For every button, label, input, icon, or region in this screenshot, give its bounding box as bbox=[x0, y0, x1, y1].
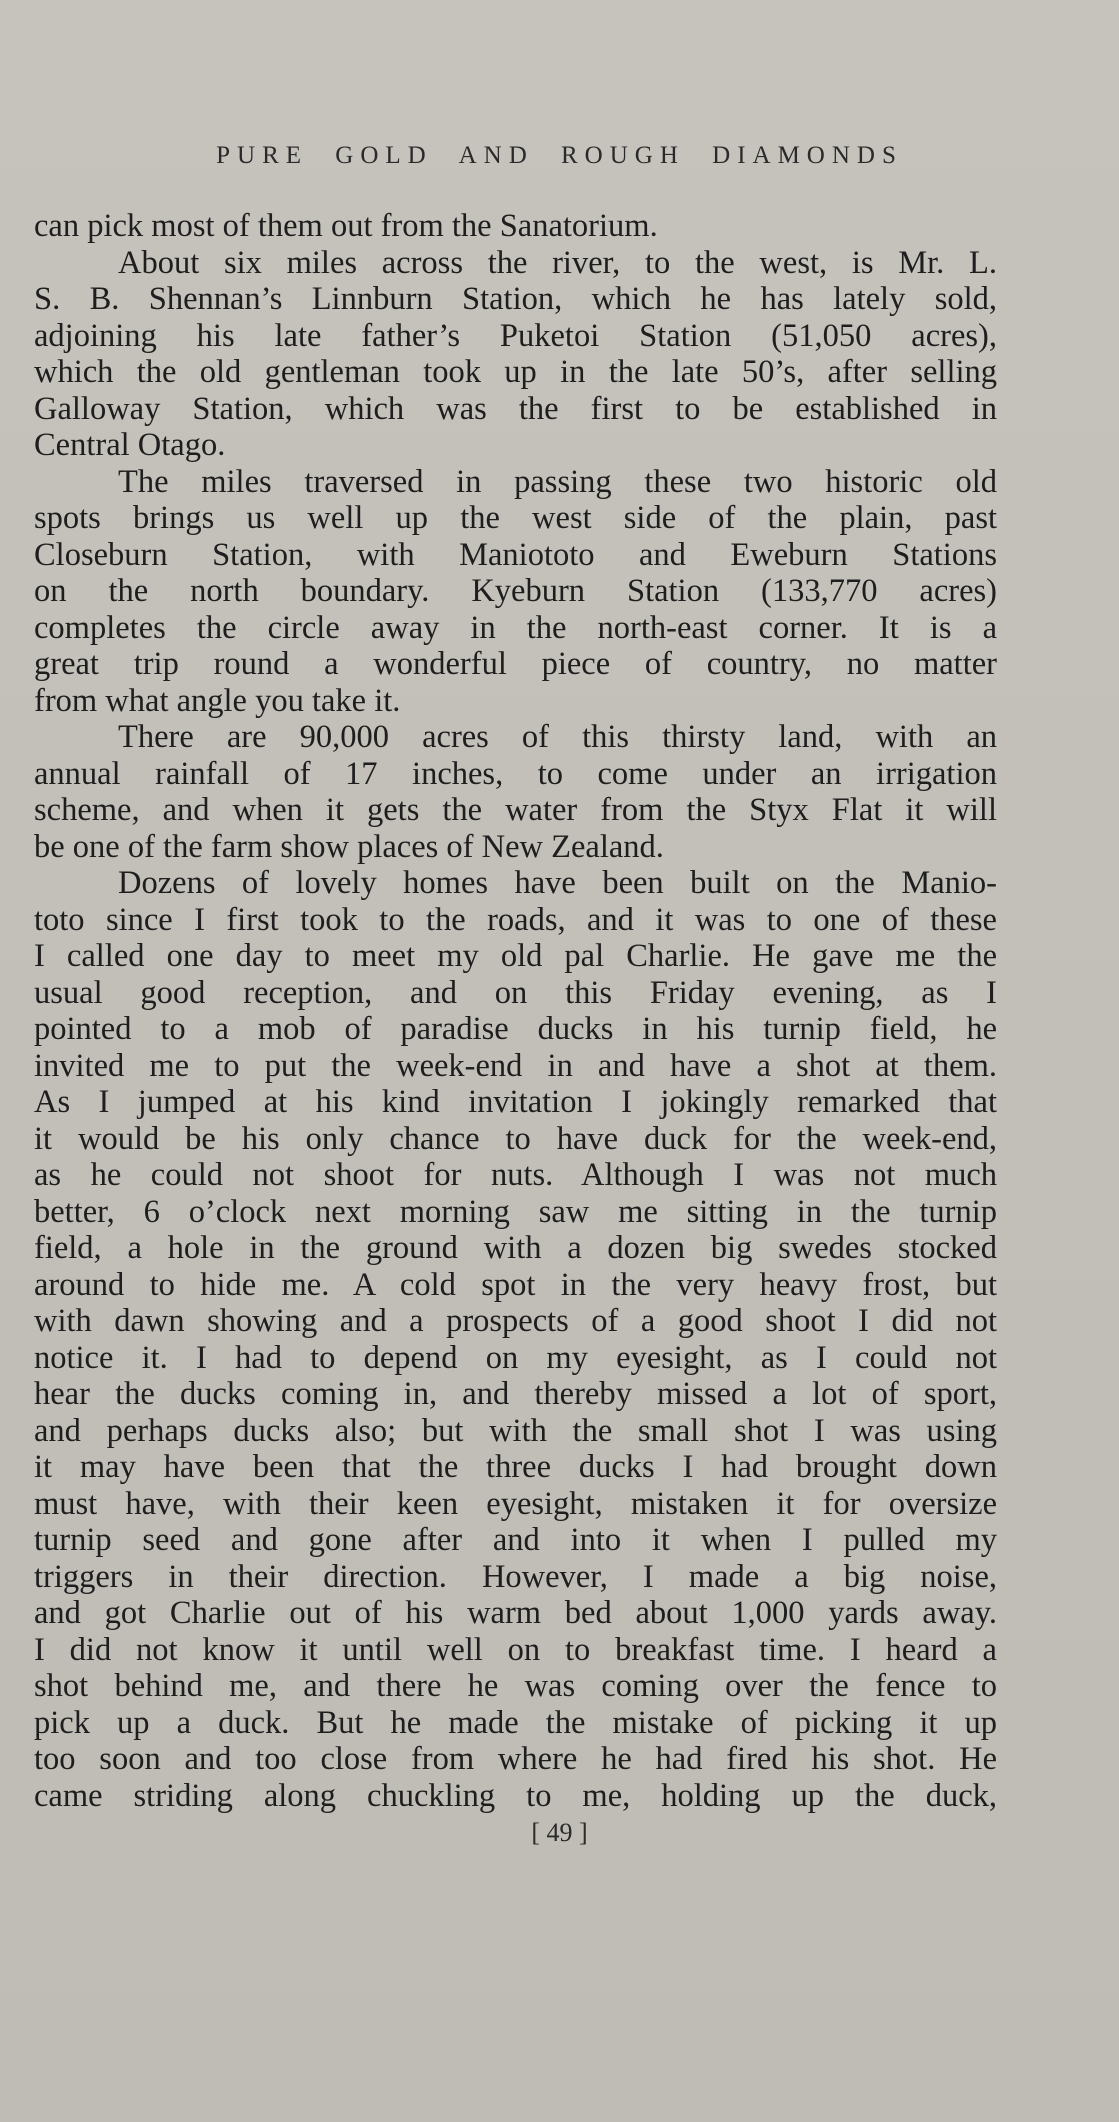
text-line: invited me to put the week-end in and have a shot at them. bbox=[34, 1047, 997, 1084]
text-line: field, a hole in the ground with a dozen big swedes stocked bbox=[34, 1230, 997, 1266]
text-line: and got Charlie out of his warm bed about 1,000 yards away. bbox=[34, 1595, 997, 1631]
text-line: About six miles across the river, to the west, is Mr. L. bbox=[118, 244, 997, 281]
text-line: must have, with their keen eyesight, mistaken it for oversize bbox=[34, 1485, 997, 1522]
text-line: notice it. I had to depend on my eyesight, as I could not bbox=[34, 1339, 997, 1376]
text-line: can pick most of them out from the Sanatorium. bbox=[34, 208, 658, 244]
text-line: Galloway Station, which was the first to be established in bbox=[34, 390, 997, 427]
text-line: usual good reception, and on this Friday evening, as I bbox=[34, 974, 997, 1011]
text-line: pointed to a mob of paradise ducks in his turnip field, he bbox=[34, 1011, 997, 1047]
running-head: PURE GOLD AND ROUGH DIAMONDS bbox=[216, 142, 903, 169]
text-line: from what angle you take it. bbox=[34, 682, 401, 719]
text-line: turnip seed and gone after and into it when I pulled my bbox=[34, 1522, 997, 1558]
text-line: it would be his only chance to have duck for the week-end, bbox=[34, 1120, 997, 1157]
text-line: with dawn showing and a prospects of a good shoot I did not bbox=[34, 1303, 997, 1339]
text-line: S. B. Shennan’s Linnburn Station, which he has lately sold, bbox=[34, 281, 997, 317]
text-line: Closeburn Station, with Maniototo and Eweburn Stations bbox=[34, 536, 997, 573]
text-line: on the north boundary. Kyeburn Station (133,770 acres) bbox=[34, 573, 997, 609]
text-line: around to hide me. A cold spot in the very heavy frost, but bbox=[34, 1266, 997, 1303]
text-line: There are 90,000 acres of this thirsty land, with an bbox=[118, 719, 997, 755]
text-line: it may have been that the three ducks I had brought down bbox=[34, 1449, 997, 1485]
text-line: completes the circle away in the north-east corner. It is a bbox=[34, 609, 997, 646]
text-line: toto since I first took to the roads, and it was to one of these bbox=[34, 901, 997, 938]
text-line: hear the ducks coming in, and thereby missed a lot of sport, bbox=[34, 1376, 997, 1412]
text-line: as he could not shoot for nuts. Although I was not much bbox=[34, 1157, 997, 1193]
text-line: scheme, and when it gets the water from the Styx Flat it will bbox=[34, 792, 997, 828]
text-line: The miles traversed in passing these two historic old bbox=[118, 463, 997, 500]
text-line: and perhaps ducks also; but with the small shot I was using bbox=[34, 1412, 997, 1449]
text-line: adjoining his late father’s Puketoi Station (51,050 acres), bbox=[34, 317, 997, 354]
text-line: I called one day to meet my old pal Charlie. He gave me the bbox=[34, 938, 997, 974]
text-line: As I jumped at his kind invitation I jokingly remarked that bbox=[34, 1084, 997, 1120]
text-line: great trip round a wonderful piece of country, no matter bbox=[34, 646, 997, 682]
text-line: I did not know it until well on to breakfast time. I heard a bbox=[34, 1631, 997, 1668]
text-line: annual rainfall of 17 inches, to come under an irrigation bbox=[34, 755, 997, 792]
text-line: pick up a duck. But he made the mistake of picking it up bbox=[34, 1704, 997, 1741]
text-line: too soon and too close from where he had fired his shot. He bbox=[34, 1741, 997, 1777]
text-line: Central Otago. bbox=[34, 427, 226, 463]
text-line: Dozens of lovely homes have been built on the Manio- bbox=[118, 865, 997, 901]
text-line: be one of the farm show places of New Zealand. bbox=[34, 828, 664, 865]
text-line: shot behind me, and there he was coming over the fence to bbox=[34, 1668, 997, 1704]
text-line: triggers in their direction. However, I made a big noise, bbox=[34, 1558, 997, 1595]
body-text bbox=[34, 208, 997, 1814]
text-line: spots brings us well up the west side of the plain, past bbox=[34, 500, 997, 536]
text-line: came striding along chuckling to me, holding up the duck, bbox=[34, 1777, 997, 1814]
text-line: which the old gentleman took up in the late 50’s, after selling bbox=[34, 354, 997, 390]
text-line: better, 6 o’clock next morning saw me sitting in the turnip bbox=[34, 1193, 997, 1230]
page-number: [ 49 ] bbox=[531, 1818, 588, 1847]
